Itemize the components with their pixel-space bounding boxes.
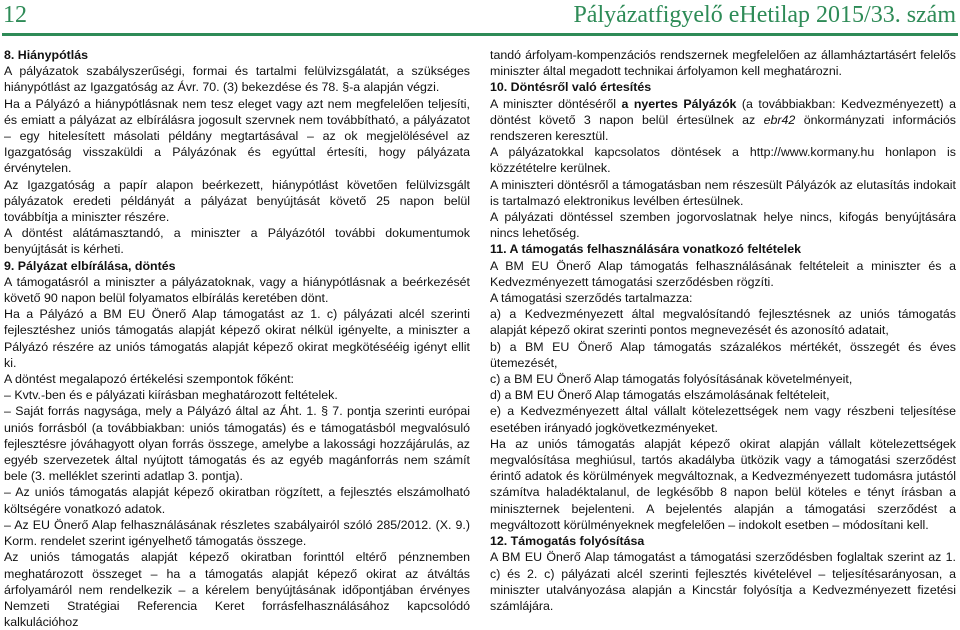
journal-title: Pályázatfigyelő eHetilap 2015/33. szám (573, 2, 956, 28)
paragraph: A BM EU Önerő Alap támogatást a támogatási szerződésben foglaltak szerint az 1. c) és 2. c) pályázati alcél szerinti fejlesztés kivételével – teljesítésarányosan, a miniszter utalványozása alapján a Kincstár folyósítja a Kedvezményezett fizetési számlájára. (490, 550, 956, 613)
paragraph: Az uniós támogatás alapját képező okiratban forinttól eltérő pénznemben meghatározott összeget – ha a támogatás alapját képező okirat az átváltás árfolyamáról nem rendelkezik – a kérelem benyújtásának időpontjában érvényes Nemzeti Stratégiai Referencia Keret forrásfelhasználásához kapcsolódó kalkulációhoz (4, 550, 470, 630)
text-run-bold: a nyertes Pályázók (621, 96, 737, 111)
text-run: (a továbbiakban: Kedvezményezett) a döntést követő 3 napon belül értesülnek az (490, 96, 957, 127)
paragraph: A pályázatok szabályszerűségi, formai és tartalmi felülvizsgálatát, a szükséges hiánypótlást az Igazgatóság az Ávr. 70. (3) bekezdése és 78. §-a alapján végzi. (4, 64, 470, 95)
text-run: A miniszter döntéséről (490, 96, 622, 111)
page-header (0, 0, 960, 38)
list-item: – Az uniós támogatás alapját képező okiratban rögzített, a fejlesztés elszámolható költségére vonatkozó adatok. (4, 485, 470, 516)
header-rule (2, 33, 958, 36)
paragraph: A támogatásról a miniszter a pályázatoknak, vagy a hiánypótlásnak a beérkezését követő 90 napon belül folyamatos elbírálás keretében dönt. (4, 274, 470, 306)
list-item: – Saját forrás nagysága, mely a Pályázó által az Áht. 1. § 7. pontja szerinti európai uniós forrásból (a továbbiakban: uniós támogatás) és e támogatásból megvalósuló fejlesztésre jóváhagyott olyan forrás összege, amelybe a lakossági hozzájárulás, az egyéb szervezetek által nyújtott támogatás és az egyéb magánforrás nem számít bele (3. melléklet szerinti adatlap 3. pontja). (4, 404, 470, 484)
list-item: c) a BM EU Önerő Alap támogatás folyósításának követelményeit, (490, 372, 853, 387)
list-item: – Kvtv.-ben és e pályázati kiírásban meghatározott feltételek. (4, 388, 338, 403)
paragraph: Ha a Pályázó a hiánypótlásnak nem tesz eleget vagy azt nem megfelelően teljesíti, és emiatt a pályázat az elbírálásra jogosult szervnek nem továbbítható, a pályázatot – egy hitelesített másolati példány megtartásával – az ok megjelölésével az Igazgatóság visszaküldi a Pályázónak és egyúttal értesíti, hogy pályázata érvénytelen. (4, 96, 470, 176)
paragraph (490, 96, 956, 145)
paragraph: A támogatási szerződés tartalmazza: (490, 291, 693, 306)
right-column (490, 47, 956, 614)
section-11-heading: 11. A támogatás felhasználására vonatkozó feltételek (490, 242, 802, 257)
paragraph: A pályázati döntéssel szemben jogorvoslatnak helye nincs, kifogás benyújtására nincs lehetőség. (490, 210, 956, 241)
section-9-heading: 9. Pályázat elbírálása, döntés (4, 258, 176, 273)
paragraph: A BM EU Önerő Alap támogatás felhasználásának feltételeit a miniszter és a Kedvezményezett támogatási szerződésben rögzíti. (490, 258, 956, 289)
paragraph: tandó árfolyam-kompenzációs rendszernek megfelelően az államháztartásért felelős miniszter által megadott technikai árfolyamon kell meghatározni. (490, 48, 956, 79)
paragraph: A miniszteri döntésről a támogatásban nem részesült Pályázók az elutasítás indokait is tartalmazó elektronikus levélben értesülnek. (490, 177, 956, 208)
list-item: b) a BM EU Önerő Alap támogatás százalékos mértékét, összegét és éves ütemezését, (490, 339, 956, 370)
list-item: a) a Kedvezményezett által megvalósítandó fejlesztésnek az uniós támogatás alapját képező okirat szerinti pontos megnevezését és azonosító adatait, (490, 307, 956, 338)
paragraph: Az Igazgatóság a papír alapon beérkezett, hiánypótlást követően felülvizsgált pályázatok eredeti példányát a pályázat benyújtását követő 25 napon belül továbbítja a miniszter részére. (4, 177, 470, 225)
paragraph: A döntést alátámasztandó, a miniszter a Pályázótól további dokumentumok benyújtását is kérheti. (4, 226, 470, 257)
left-column (4, 47, 470, 630)
section-12-heading: 12. Támogatás folyósítása (490, 534, 645, 549)
page-number: 12 (3, 2, 27, 28)
list-item: – Az EU Önerő Alap felhasználásának részletes szabályairól szóló 285/2012. (X. 9.) Korm. rendelet szerint igényelhető támogatás összege. (4, 517, 470, 549)
paragraph: A pályázatokkal kapcsolatos döntések a http://www.kormany.hu honlapon is közzétételre kerülnek. (490, 145, 956, 176)
list-item: e) a Kedvezményezett által vállalt kötelezettségek nem vagy részbeni teljesítése esetében irányadó jogkövetkezményeket. (490, 404, 956, 435)
list-item: d) a BM EU Önerő Alap támogatás elszámolásának feltételeit, (490, 388, 830, 403)
text-run-italic: ebr42 (763, 112, 796, 127)
section-10-heading: 10. Döntésről való értesítés (490, 80, 652, 95)
text-run: önkormányzati információs rendszeren keresztül. (490, 112, 957, 144)
paragraph: Ha az uniós támogatás alapját képező okirat alapján vállalt kötelezettségek megvalósítása meghiúsul, tartós akadályba ütközik vagy a támogatási szerződést érintő adatok és körülmények megváltoznak, a Kedvezményezett tudomásra jutástól számítva haladéktalanul, de legkésőbb 8 napon belül köteles e tényt írásban a miniszternek bejelenteni. A bejelentés alapján a támogatási szerződést a megváltozott körülményeknek megfelelően – indokolt esetben – módosítani kell. (490, 436, 956, 532)
paragraph: A döntést megalapozó értékelési szempontok főként: (4, 372, 294, 387)
section-8-heading: 8. Hiánypótlás (4, 48, 89, 62)
paragraph: Ha a Pályázó a BM EU Önerő Alap támogatást az 1. c) pályázati alcél szerinti fejlesztéshez uniós támogatás alapját képező okirat nélkül igényelte, a miniszter a Pályázó részére az uniós támogatás alapját képező okirat megkötésééig igényt ellit ki. (4, 307, 470, 370)
